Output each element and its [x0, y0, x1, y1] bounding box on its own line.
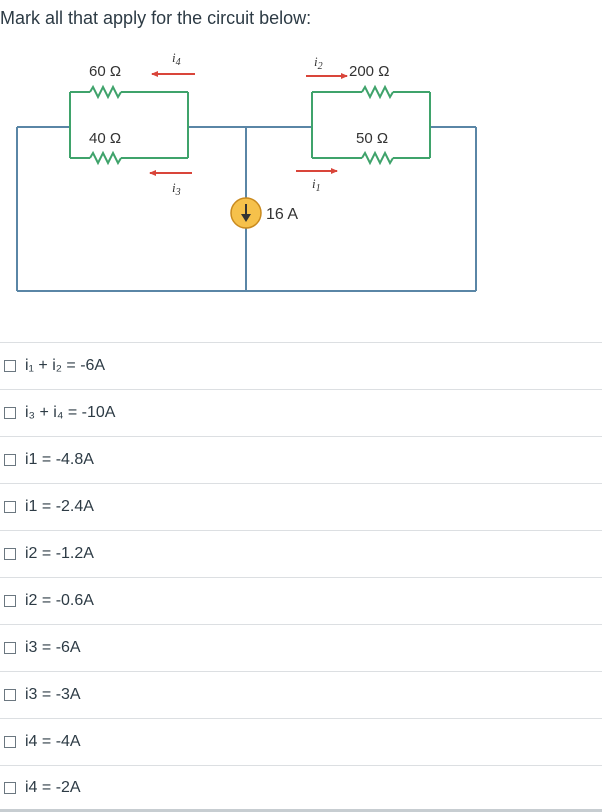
resistor-40-zigzag [90, 153, 121, 163]
current-source [231, 198, 261, 228]
label-200-ohm: 200 Ω [349, 63, 390, 80]
option-row[interactable] [0, 483, 602, 530]
checkbox[interactable] [4, 642, 16, 654]
option-label: i4 = -2A [25, 778, 81, 796]
checkbox[interactable] [4, 689, 16, 701]
label-60-ohm: 60 Ω [89, 63, 122, 80]
left-branch [70, 87, 188, 163]
option-label: i1 = -2.4A [25, 498, 94, 515]
option-row[interactable] [0, 436, 602, 483]
right-branch [312, 87, 430, 163]
option-row[interactable] [0, 765, 602, 812]
label-i3: $i_3$ [172, 180, 181, 198]
option-label: i2 = -1.2A [25, 545, 94, 562]
question-text: Mark all that apply for the circuit below: [0, 8, 312, 28]
option-label: i₁ + i₂ = -6A [25, 357, 106, 374]
checkbox[interactable] [4, 595, 16, 607]
checkbox[interactable] [4, 454, 16, 466]
checkbox[interactable] [4, 360, 16, 372]
option-label: i3 = -3A [25, 686, 81, 703]
option-row[interactable] [0, 624, 602, 671]
option-label: i3 = -6A [25, 639, 81, 656]
option-row[interactable] [0, 718, 602, 765]
label-40-ohm: 40 Ω [89, 130, 122, 147]
option-row[interactable] [0, 342, 602, 389]
checkbox[interactable] [4, 501, 16, 513]
option-row[interactable] [0, 389, 602, 436]
option-label: i4 = -4A [25, 733, 81, 750]
label-50-ohm: 50 Ω [356, 130, 389, 147]
label-source: 16 A [266, 206, 299, 223]
resistor-60-zigzag [90, 87, 121, 97]
checkbox[interactable] [4, 782, 16, 794]
label-i4: $i_4$ [172, 50, 181, 68]
option-label: i1 = -4.8A [25, 451, 94, 468]
label-i1: $i_1$ [312, 176, 321, 194]
option-row[interactable] [0, 577, 602, 624]
checkbox[interactable] [4, 736, 16, 748]
answer-options [0, 342, 602, 812]
resistor-50-zigzag [362, 153, 393, 163]
label-i2: $i_2$ [314, 54, 323, 72]
resistor-200-zigzag [362, 87, 393, 97]
option-label: i₃ + i₄ = -10A [25, 404, 116, 421]
option-label: i2 = -0.6A [25, 592, 94, 609]
checkbox[interactable] [4, 548, 16, 560]
option-row[interactable] [0, 671, 602, 718]
option-row[interactable] [0, 530, 602, 577]
checkbox[interactable] [4, 407, 16, 419]
circuit-diagram [0, 40, 602, 300]
